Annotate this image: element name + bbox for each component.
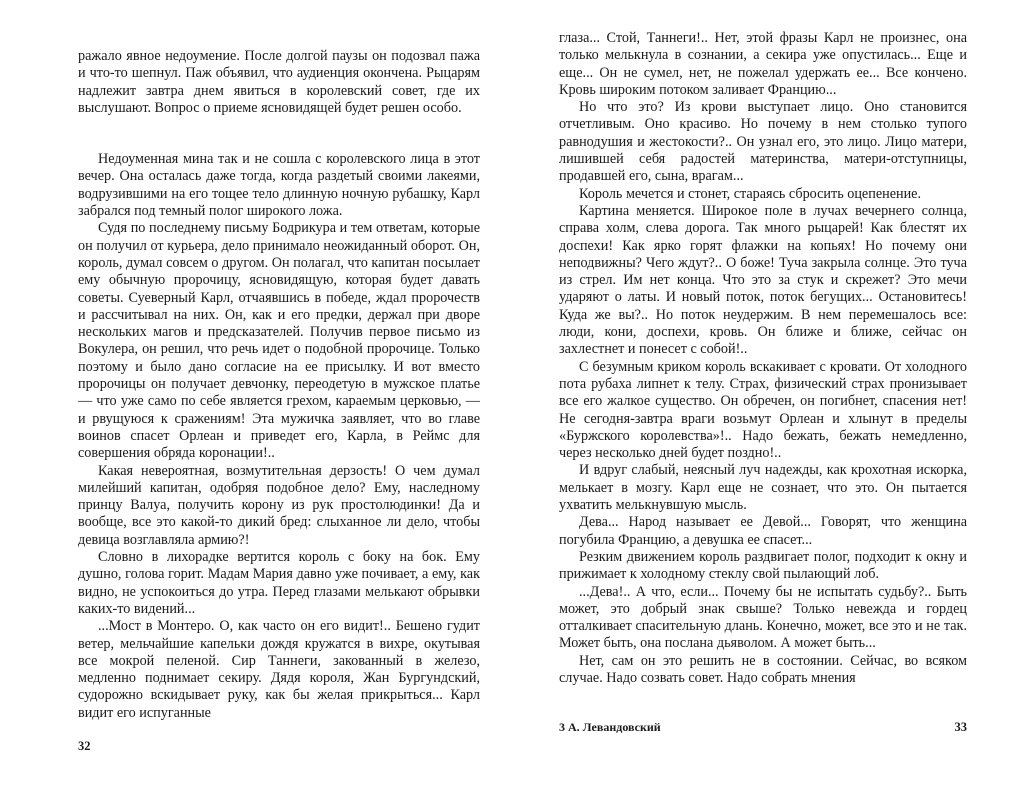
paragraph: И вдруг слабый, неясный луч надежды, как крохотная искорка, мелькает в мозгу. Карл еще не сознает, что это. Он пытается ухватить мелькнувшую мысль. (559, 462, 967, 514)
page-footer (559, 720, 967, 738)
paragraph: Резким движением король раздвигает полог, подходит к окну и прижимает к холодному стеклу свой пылающий лоб. (559, 548, 967, 583)
paragraph: ражало явное недоумение. После долгой паузы он подозвал пажа и что-то шепнул. Паж объявил, что аудиенция окончена. Рыцарям надлежит завтра днем явиться в королевский совет, где их выслушают. Вопрос о приеме ясновидящей будет решен особо. (78, 48, 480, 116)
paragraph: ...Дева!.. А что, если... Почему бы не испытать судьбу?.. Быть может, это добрый знак свыше? Только невежда и гордец отталкивает спасительную длань. Конечно, может, все это и не так. Может быть, она послана дьяволом. А может быть... (559, 583, 967, 652)
paragraph: ...Мост в Монтеро. О, как часто он его видит!.. Бешено гудит ветер, мельчайшие капельки дождя кружатся в вихре, окутывая все мокрой пеленой. Сир Таннеги, закованный в железо, медленно поднимает секиру. Дядя короля, Жан Бургундский, судорожно вскидывает руку, как бы желая прикрыться... Карл видит его испуганные (78, 618, 480, 721)
right-text-column (559, 30, 967, 687)
signature-mark: 3 А. Левандовский (559, 720, 661, 734)
paragraph: Картина меняется. Широкое поле в лучах вечернего солнца, справа холм, слева дорога. Так много рыцарей! Как блестят их доспехи! Как ярко горят флажки на копьях! Но почему они неподвижны? Чего ждут?.. О боже! Туча закрыла солнце. Это туча из стрел. Им нет конца. Что это за стук и скрежет? Это мечи ударяют о латы. И новый поток, поток бегущих... Остановитесь! Куда же вы?.. Но поток неудержим. В нем перемешалось все: люди, кони, доспехи, кровь. Он ближе и ближе, сейчас он захлестнет и понесет с собой!.. (559, 202, 967, 358)
right-page (511, 0, 1022, 800)
paragraph: С безумным криком король вскакивает с кровати. От холодного пота рубаха липнет к телу. Страх, физический страх пронизывает все его жалкое существо. Он обречен, он погибнет, спасения нет! Не сегодня-завтра враги возьмут Орлеан и хлынут в пределы «Буржского королевства»!.. Надо бежать, бежать немедленно, через несколько дней будет поздно!.. (559, 358, 967, 462)
paragraph: глаза... Стой, Таннеги!.. Нет, этой фразы Карл не произнес, она только мелькнула в сознании, а секира уже опустилась... Еще и еще... Он не сумел, нет, не пожелал удержать ее... Все кончено. Кровь широким потоком заливает Францию... (559, 30, 967, 98)
paragraph: Дева... Народ называет ее Девой... Говорят, что женщина погубила Францию, а девушка ее спасет... (559, 514, 967, 548)
paragraph: Но что это? Из крови выступает лицо. Оно становится отчетливым. Оно красиво. Но почему в нем столько тупого равнодушия и жестокости?.. Он узнал его, это лицо. Лицо матери, лишившей себя радостей материнства, матери-отступницы, продавшей его, сына, врагам... (559, 99, 967, 185)
paragraph: Недоуменная мина так и не сошла с королевского лица в этот вечер. Она осталась даже тогда, когда раздетый своими лакеями, водрузившими на его тощее тело длинную ночную рубашку, Карл забрался под темный полог широкого ложа. (78, 151, 480, 220)
paragraph: Какая невероятная, возмутительная дерзость! О чем думал милейший капитан, одобряя подобное дело? Ему, наследному принцу Валуа, получить корону из рук простолюдинки! Да и вообще, все это какой-то дикий бред: слыханное ли дело, чтобы девица возглавляла армию?! (78, 462, 480, 548)
paragraph: Судя по последнему письму Бодрикура и тем ответам, которые он получил от курьера, дело принимало неожиданный оборот. Он, король, думал совсем о другом. Он полагал, что капитан посылает ему обычную пророчицу, ясновидящую, которая будет давать советы. Суеверный Карл, отчаявшись в победе, ждал пророчеств и рассчитывал на них. Он, как и его предки, держал при дворе нескольких магов и предсказателей. Получив первое письмо из Вокулера, он решил, что речь идет о подобной пророчице. Только поэтому и было дано согласие на ее присылку. И вот вместо пророчицы он получает девчонку, переодетую в мужское платье — что уже само по себе является грехом, караемым церковью, — и рвущуюся к сражениям! Эта мужичка заявляет, что во главе воинов спасет Орлеан и приведет его, Карла, в Реймс для совершения обряда коронации!.. (78, 220, 480, 462)
paragraph: Словно в лихорадке вертится король с боку на бок. Ему душно, голова горит. Мадам Мария давно уже почивает, а ему, как видно, не успокоиться до утра. Перед глазами мелькают обрывки каких-то видений... (78, 549, 480, 617)
left-text-column (78, 48, 480, 722)
paragraph: Нет, сам он это решить не в состоянии. Сейчас, во всяком случае. Надо созвать совет. Надо собрать мнения (559, 652, 967, 686)
page-number: 32 (78, 739, 91, 753)
paragraph: Король мечется и стонет, стараясь сбросить оцепенение. (579, 185, 922, 202)
page-number: 33 (954, 720, 967, 734)
